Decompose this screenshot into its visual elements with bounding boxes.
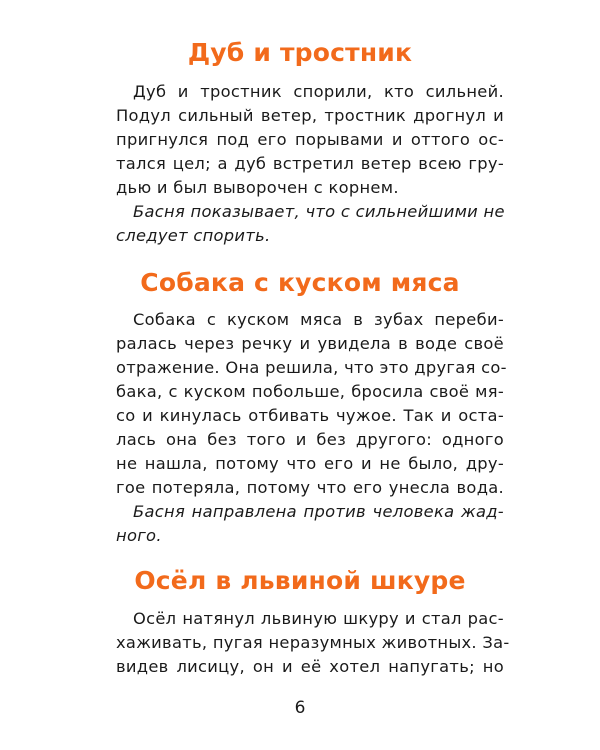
text-line: Дуб и тростник спорили, кто сильней. (133, 82, 504, 101)
text-line: со и кинулась отбивать чужое. Так и оста- (116, 406, 504, 425)
text-line: Осёл натянул львиную шкуру и стал рас- (133, 609, 504, 628)
text-line: ралась через речку и увидела в воде своё (116, 334, 504, 353)
text-line: гое потеряла, потому что его унесла вода. (116, 478, 504, 497)
page-number: 6 (294, 698, 306, 718)
text-line: отражение. Она решила, что это другая со- (116, 358, 507, 377)
fable-3-title: Осёл в львиной шкуре (134, 566, 466, 595)
text-line: хаживать, пугая неразумных животных. За- (116, 633, 510, 652)
fable-1-text (116, 80, 504, 248)
text-line: бака, с куском побольше, бросила своё мя- (116, 382, 504, 401)
fable-2-title: Собака с куском мяса (140, 268, 460, 297)
text-line: лась она без того и без другого: одного (116, 430, 504, 449)
text-line: видев лисицу, он и её хотел напугать; но (116, 657, 504, 676)
text-line: Собака с куском мяса в зубах переби- (133, 310, 504, 329)
text-line: тался цел; а дуб встретил ветер всею гру- (116, 154, 504, 173)
fable-2-text (116, 308, 507, 548)
moral-line: следует спорить. (116, 226, 271, 245)
text-line: Подул сильный ветер, тростник дрогнул и (116, 106, 504, 125)
moral-line: ного. (116, 526, 162, 545)
fable-3-text (116, 607, 510, 679)
moral-line: Басня направлена против человека жад- (133, 502, 504, 521)
text-line: пригнулся под его порывами и оттого ос- (116, 130, 504, 149)
moral-line: Басня показывает, что с сильнейшими не (133, 202, 505, 221)
text-line: дью и был выворочен с корнем. (116, 178, 399, 197)
text-line: не нашла, потому что его и не было, дру- (116, 454, 504, 473)
fable-1-title: Дуб и тростник (187, 38, 413, 67)
